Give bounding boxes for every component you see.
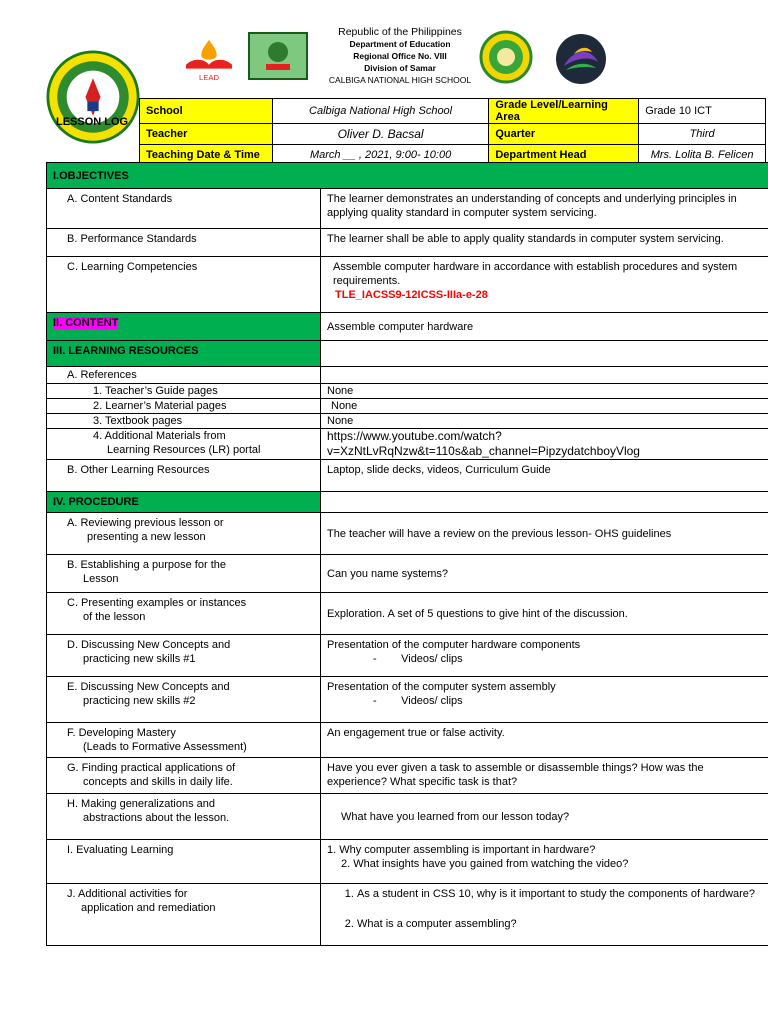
procedure-c-label-line2: of the lesson — [83, 611, 146, 623]
region-logo — [248, 32, 308, 80]
additional-materials-label-line2: Learning Resources (LR) portal — [107, 444, 261, 456]
quarter-value: Third — [639, 124, 766, 145]
procedure-a-label-line1: A. Reviewing previous lesson or — [67, 517, 224, 529]
department-head-value: Mrs. Lolita B. Felicen — [639, 145, 766, 166]
info-table — [139, 98, 766, 166]
school-label: School — [140, 99, 273, 124]
lead-logo-text: LEAD — [198, 73, 220, 83]
content-heading-cell — [47, 313, 321, 341]
performance-standards-value: The learner shall be able to apply quality standards in computer system servicing. — [321, 229, 768, 257]
division-seal-logo — [552, 32, 610, 86]
content-standards-value: The learner demonstrates an understanding of concepts and underlying principles in applying quality standard in computer system servicing. — [321, 189, 768, 229]
procedure-d-value: Presentation of the computer hardware components — [327, 639, 581, 651]
procedure-b-label — [47, 555, 321, 593]
republic-line: Republic of the Philippines — [338, 26, 462, 38]
procedure-j-cell — [321, 884, 768, 946]
procedure-e-label-line2: practicing new skills #2 — [83, 695, 196, 707]
date-label: Teaching Date & Time — [140, 145, 273, 166]
lesson-log-title: LESSON LOG — [56, 116, 129, 128]
teachers-guide-value: None — [321, 384, 768, 399]
procedure-a-label — [47, 513, 321, 555]
procedure-heading-blank — [321, 492, 768, 513]
list-item: 2. What is a computer assembling? — [357, 917, 762, 931]
procedure-j-label — [47, 884, 321, 946]
procedure-e-label-line1: E. Discussing New Concepts and — [67, 681, 230, 693]
additional-materials-link-line2[interactable]: v=XzNtLvRqNzw&t=110s&ab_channel=PipzydatchboyVlog — [327, 444, 640, 458]
procedure-g-label-line1: G. Finding practical applications of — [67, 762, 236, 774]
procedure-i-label: I. Evaluating Learning — [47, 840, 321, 884]
department-head-label: Department Head — [489, 145, 639, 166]
additional-materials-label — [47, 429, 321, 460]
procedure-i-cell — [321, 840, 768, 884]
procedure-d-label-line2: practicing new skills #1 — [83, 653, 196, 665]
procedure-b-label-line2: Lesson — [83, 573, 119, 585]
grade-label: Grade Level/Learning Area — [489, 99, 639, 124]
teachers-guide-label: 1. Teacher’s Guide pages — [47, 384, 321, 399]
quarter-label: Quarter — [489, 124, 639, 145]
teacher-label: Teacher — [140, 124, 273, 145]
procedure-i-value-2: 2. What insights have you gained from watching the video? — [341, 858, 629, 870]
procedure-f-label-line2: (Leads to Formative Assessment) — [83, 741, 247, 753]
procedure-heading: IV. PROCEDURE — [47, 492, 321, 513]
textbook-label: 3. Textbook pages — [47, 414, 321, 429]
procedure-j-label-line1: J. Additional activities for — [67, 888, 188, 900]
additional-materials-label-line1: 4. Additional Materials from — [93, 430, 226, 442]
grade-value: Grade 10 ICT — [639, 99, 766, 124]
procedure-i-value-1: 1. Why computer assembling is important in hardware? — [327, 844, 596, 856]
procedure-j-label-line2: application and remediation — [81, 902, 216, 914]
procedure-e-cell — [321, 677, 768, 723]
content-standards-label: A. Content Standards — [47, 189, 321, 229]
letterhead — [300, 26, 500, 86]
list-item: 1. As a student in CSS 10, why is it important to study the components of hardware? — [357, 887, 762, 901]
learning-competencies-value: Assemble computer hardware in accordance with establish procedures and system requirements. — [333, 261, 738, 287]
division-line: Division of Samar — [364, 63, 436, 73]
procedure-g-value: Have you ever given a task to assemble or disassemble things? How was the experience? What specific task is that? — [321, 758, 768, 794]
procedure-a-label-line2: presenting a new lesson — [87, 531, 206, 543]
competency-code: TLE_IACSS9-12ICSS-IIIa-e-28 — [335, 289, 488, 301]
procedure-h-label-line2: abstractions about the lesson. — [83, 812, 230, 824]
procedure-e-label — [47, 677, 321, 723]
resources-heading: III. LEARNING RESOURCES — [47, 341, 321, 367]
content-heading: II. CONTENT — [53, 317, 119, 329]
department-line: Department of Education — [349, 39, 451, 49]
procedure-e-value: Presentation of the computer system assembly — [327, 681, 556, 693]
content-value: Assemble computer hardware — [321, 313, 768, 341]
references-blank — [321, 367, 768, 384]
school-line: CALBIGA NATIONAL HIGH SCHOOL — [328, 75, 472, 85]
other-resources-label: B. Other Learning Resources — [47, 460, 321, 492]
procedure-b-value: Can you name systems? — [321, 555, 768, 593]
additional-materials-value[interactable] — [321, 429, 768, 460]
performance-standards-label: B. Performance Standards — [47, 229, 321, 257]
procedure-a-value: The teacher will have a review on the previous lesson- OHS guidelines — [321, 513, 768, 555]
school-seal-logo — [46, 50, 140, 144]
procedure-h-value: What have you learned from our lesson today? — [321, 794, 768, 840]
lesson-plan-table — [46, 162, 768, 946]
procedure-c-value: Exploration. A set of 5 questions to give hint of the discussion. — [321, 593, 768, 635]
procedure-d-sub: - Videos/ clips — [373, 653, 463, 665]
other-resources-value: Laptop, slide decks, videos, Curriculum Guide — [321, 460, 768, 492]
learning-competencies-label: C. Learning Competencies — [47, 257, 321, 313]
procedure-c-label-line1: C. Presenting examples or instances — [67, 597, 247, 609]
procedure-c-label — [47, 593, 321, 635]
learners-material-label: 2. Learner’s Material pages — [47, 399, 321, 414]
procedure-j-list — [327, 887, 762, 931]
resources-heading-blank — [321, 341, 768, 367]
procedure-f-label — [47, 723, 321, 758]
procedure-h-label-line1: H. Making generalizations and — [67, 798, 215, 810]
procedure-b-label-line1: B. Establishing a purpose for the — [67, 559, 226, 571]
date-value: March __ , 2021, 9:00- 10:00 — [272, 145, 489, 166]
procedure-e-sub: - Videos/ clips — [373, 695, 463, 707]
procedure-d-label — [47, 635, 321, 677]
procedure-h-label — [47, 794, 321, 840]
procedure-d-cell — [321, 635, 768, 677]
additional-materials-link-line1[interactable]: https://www.youtube.com/watch? — [327, 429, 502, 443]
procedure-f-label-line1: F. Developing Mastery — [67, 727, 176, 739]
learners-material-value: None — [321, 399, 768, 414]
procedure-f-value: An engagement true or false activity. — [321, 723, 768, 758]
school-value: Calbiga National High School — [272, 99, 489, 124]
teacher-value: Oliver D. Bacsal — [272, 124, 489, 145]
region-line: Regional Office No. VIII — [353, 51, 447, 61]
procedure-d-label-line1: D. Discussing New Concepts and — [67, 639, 231, 651]
procedure-g-label — [47, 758, 321, 794]
objectives-heading: I.OBJECTIVES — [47, 163, 768, 189]
lead-logo — [180, 36, 238, 84]
learning-competencies-cell — [321, 257, 768, 313]
procedure-g-label-line2: concepts and skills in daily life. — [83, 776, 233, 788]
textbook-value: None — [321, 414, 768, 429]
references-label: A. References — [47, 367, 321, 384]
